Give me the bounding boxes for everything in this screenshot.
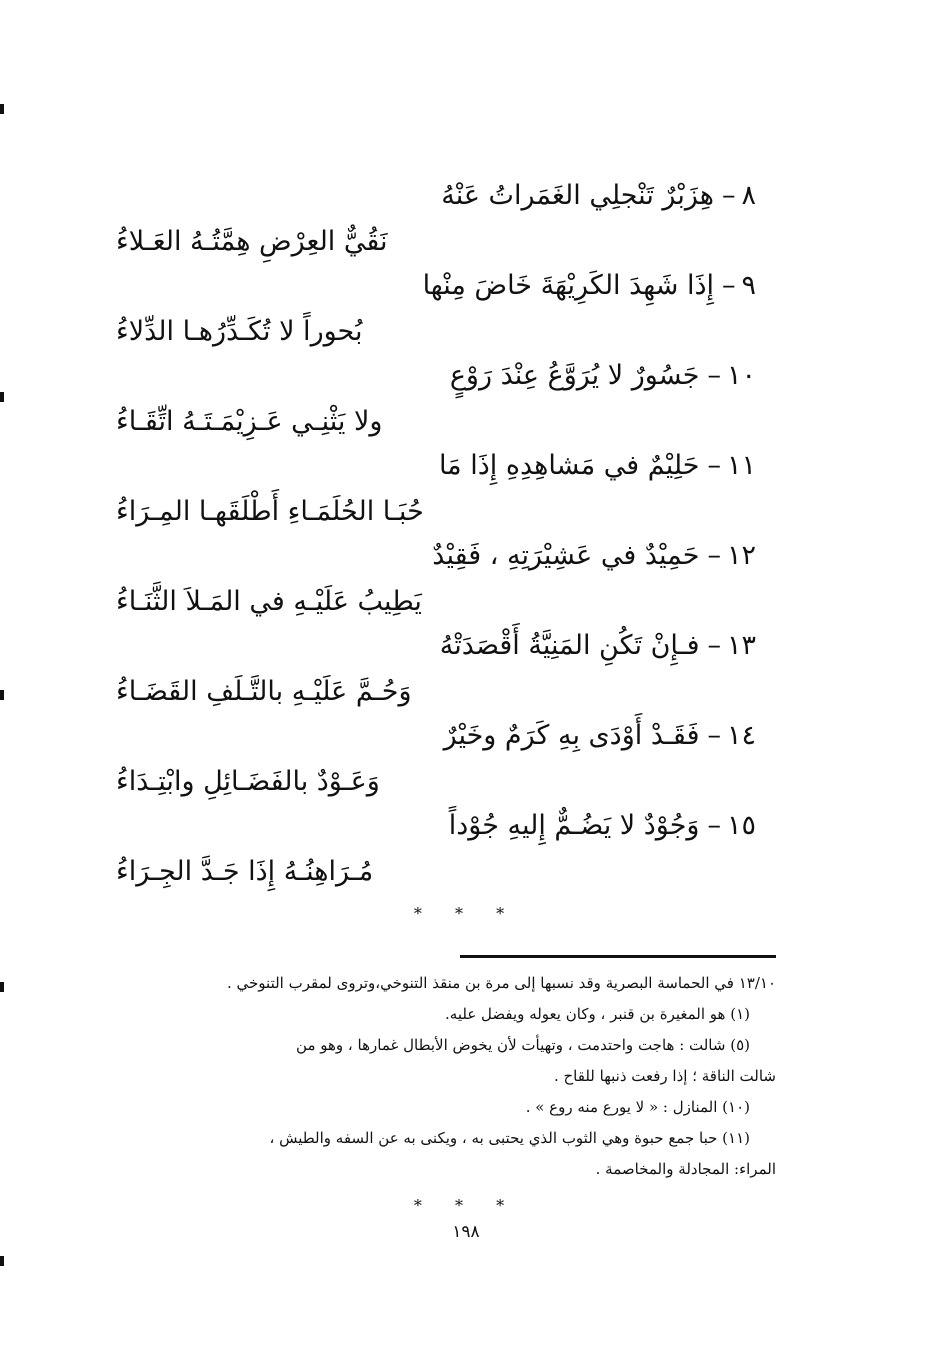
verse-number: ١٥ bbox=[726, 810, 756, 841]
verse-first-hemistich bbox=[444, 716, 756, 756]
verse-number: ١٤ bbox=[726, 720, 756, 751]
verse-first-hemistich bbox=[450, 356, 756, 396]
verse-second-hemistich: وَعَـوْدٌ بالفَضَـائِلِ وابْتِـدَاءُ bbox=[116, 766, 380, 797]
verse-second-hemistich: يَطِيبُ عَلَيْـهِ في المَـلاَ الثَّنَـاءُ bbox=[116, 586, 422, 617]
verse-first-hemistich bbox=[423, 266, 756, 306]
verse-number: ١٢ bbox=[726, 540, 756, 571]
scan-edge-mark bbox=[0, 690, 4, 700]
section-separator: * * * bbox=[413, 904, 519, 923]
verse-line-1: وَجُوْدٌ لا يَضُـمٌّ إِليهِ جُوْداً bbox=[448, 810, 700, 841]
footnote-line: (١) هو المغيرة بن قنبر ، وكان يعوله ويفضل عليه. bbox=[445, 1005, 750, 1023]
verse-line-1: جَسُورٌ لا يُرَوَّعُ عِنْدَ رَوْعٍ bbox=[449, 360, 700, 391]
footnote-line: (١١) حبا جمع حبوة وهي الثوب الذي يحتبى به ، ويكنى به عن السفه والطيش ، bbox=[269, 1129, 750, 1147]
verse-dash: – bbox=[707, 720, 721, 751]
verse-15 bbox=[116, 806, 756, 887]
page-number: ١٩٨ bbox=[452, 1222, 480, 1242]
verse-10 bbox=[116, 356, 756, 437]
footnote-line: (١٠) المنازل : « لا يورع منه روع » . bbox=[525, 1098, 750, 1116]
verse-second-hemistich: حُبَـا الحُلَمَـاءِ أَطْلَقَهـا المِـرَاءُ bbox=[116, 496, 424, 527]
verse-dash: – bbox=[707, 630, 721, 661]
verse-second-hemistich: نَقُيٌّ العِرْضِ هِمَّتُـهُ العَـلاءُ bbox=[116, 226, 388, 257]
scan-edge-mark bbox=[0, 1256, 4, 1266]
verse-second-hemistich: وَحُـمَّ عَلَيْـهِ بالتَّـلَفِ القَضَـاءُ bbox=[116, 676, 412, 707]
verse-dash: – bbox=[721, 180, 736, 211]
scan-edge-mark bbox=[0, 104, 4, 114]
verse-line-1: فَقَـدْ أَوْدَى بِهِ كَرَمٌ وخَيْرٌ bbox=[443, 720, 700, 751]
verse-second-hemistich: مُـرَاهِنُـهُ إِذَا جَـدَّ الجِـرَاءُ bbox=[116, 856, 374, 887]
footer-separator: * * * bbox=[413, 1196, 519, 1215]
verse-first-hemistich bbox=[449, 806, 756, 846]
footnote-divider bbox=[460, 955, 776, 958]
verse-dash: – bbox=[721, 270, 736, 301]
verse-12 bbox=[116, 536, 756, 617]
verse-first-hemistich bbox=[441, 176, 756, 216]
verse-14 bbox=[116, 716, 756, 797]
verse-line-1: إِذَا شَهِدَ الكَرِيْهَةَ خَاضَ مِنْها bbox=[422, 270, 714, 301]
verse-number: ٨ bbox=[741, 180, 756, 211]
scan-edge-mark bbox=[0, 982, 4, 992]
verse-11 bbox=[116, 446, 756, 527]
verse-dash: – bbox=[707, 360, 721, 391]
verse-dash: – bbox=[707, 450, 721, 481]
footnote-line: شالت الناقة ؛ إذا رفعت ذنبها للقاح . bbox=[553, 1067, 776, 1085]
verse-second-hemistich: ولا يَثْنِـي عَـزِيْمَـتَـهُ اتِّقَـاءُ bbox=[116, 406, 383, 437]
verse-dash: – bbox=[707, 810, 721, 841]
verse-line-1: حَلِيْمٌ في مَشاهِدِهِ إِذَا مَا bbox=[438, 450, 700, 481]
verse-8 bbox=[116, 176, 756, 257]
verse-first-hemistich bbox=[439, 446, 756, 486]
footnote-line: (٥) شالت : هاجت واحتدمت ، وتهيأت لأن يخوض الأبطال غمارها ، وهو من bbox=[296, 1036, 750, 1054]
verse-first-hemistich bbox=[440, 626, 756, 666]
verse-first-hemistich bbox=[432, 536, 756, 576]
verse-line-1: فـإِنْ تَكُنِ المَنِيَّةُ أَقْصَدَتْهُ bbox=[439, 630, 700, 661]
verse-second-hemistich: بُحوراً لا تُكَـدِّرُهـا الدِّلاءُ bbox=[116, 316, 363, 347]
verse-dash: – bbox=[707, 540, 721, 571]
footnotes bbox=[156, 968, 776, 1185]
verse-13 bbox=[116, 626, 756, 707]
verse-number: ٩ bbox=[741, 270, 756, 301]
footnote-line: ١٣/١٠ في الحماسة البصرية وقد نسبها إلى مرة بن منقذ التنوخي،وتروى لمقرب التنوخي . bbox=[226, 974, 776, 992]
footnote-line: المراء: المجادلة والمخاصمة . bbox=[595, 1160, 776, 1178]
verse-number: ١١ bbox=[726, 450, 756, 481]
verse-line-1: هِزَبْرٌ تَنْجلِي الغَمَراتُ عَنْهُ bbox=[441, 180, 714, 211]
verse-line-1: حَمِيْدٌ في عَشِيْرَتِهِ ، فَقِيْدٌ bbox=[432, 540, 700, 571]
verse-number: ١٠ bbox=[726, 360, 756, 391]
scan-edge-mark bbox=[0, 392, 4, 402]
verse-number: ١٣ bbox=[726, 630, 756, 661]
verse-9 bbox=[116, 266, 756, 347]
